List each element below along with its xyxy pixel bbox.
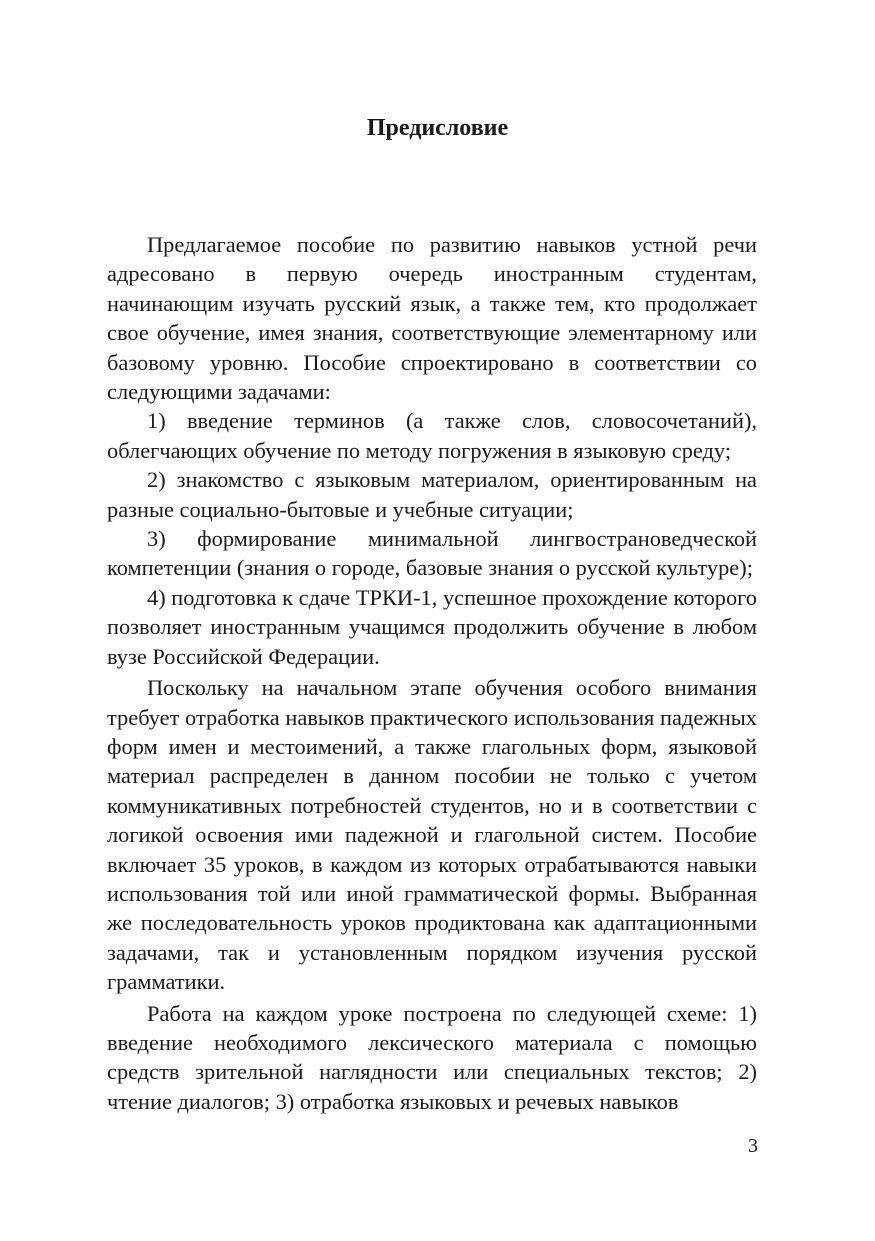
page-title: Предисловие (366, 115, 509, 141)
body-text (107, 230, 757, 1116)
page-number: 3 (748, 1135, 758, 1157)
paragraph-lesson-scheme: Работа на каждом уроке построена по следующей схеме: 1) введение необходимого лексического материала с помощью средств зрительной наглядности или специальных текстов; 2) чтение диалогов; 3) отработка языковых и речевых навыков (107, 1000, 757, 1114)
task-item-2: 2) знакомство с языковым материалом, ориентированным на разные социально-бытовые и учебные ситуации; (107, 467, 757, 522)
task-item-1: 1) введение терминов (а также слов, словосочетаний), облегчающих обучение по методу погружения в языковую среду; (107, 408, 757, 463)
task-item-3: 3) формирование минимальной лингвострановедческой компетенции (знания о городе, базовые знания о русской культуре); (107, 526, 757, 581)
paragraph-grammar: Поскольку на начальном этапе обучения особого внимания требует отработка навыков практического использования падежных форм имен и местоимений, а также глагольных форм, языковой материал распределен в данном пособии не только с учетом коммуникативных потребностей студентов, но и в соответствии с логикой освоения ими падежной и глагольной систем. Пособие включает 35 уроков, в каждом из которых отрабатываются навыки использования той или иной грамматической формы. Выбранная же последовательность уроков продиктована как адаптационными задачами, так и установленным порядком изучения русской грамматики. (107, 675, 757, 995)
task-item-4: 4) подготовка к сдаче ТРКИ-1, успешное прохождение которого позволяет иностранным учащимся продолжить обучение в любом вузе Российской Федерации. (107, 584, 757, 669)
paragraph-intro: Предлагаемое пособие по развитию навыков устной речи адресовано в первую очередь иностранным студентам, начинающим изучать русский язык, а также тем, кто продолжает свое обучение, имея знания, соответствующие элементарному или базовому уровню. Пособие спроектировано в соответствии со следующими задачами: (107, 232, 757, 405)
